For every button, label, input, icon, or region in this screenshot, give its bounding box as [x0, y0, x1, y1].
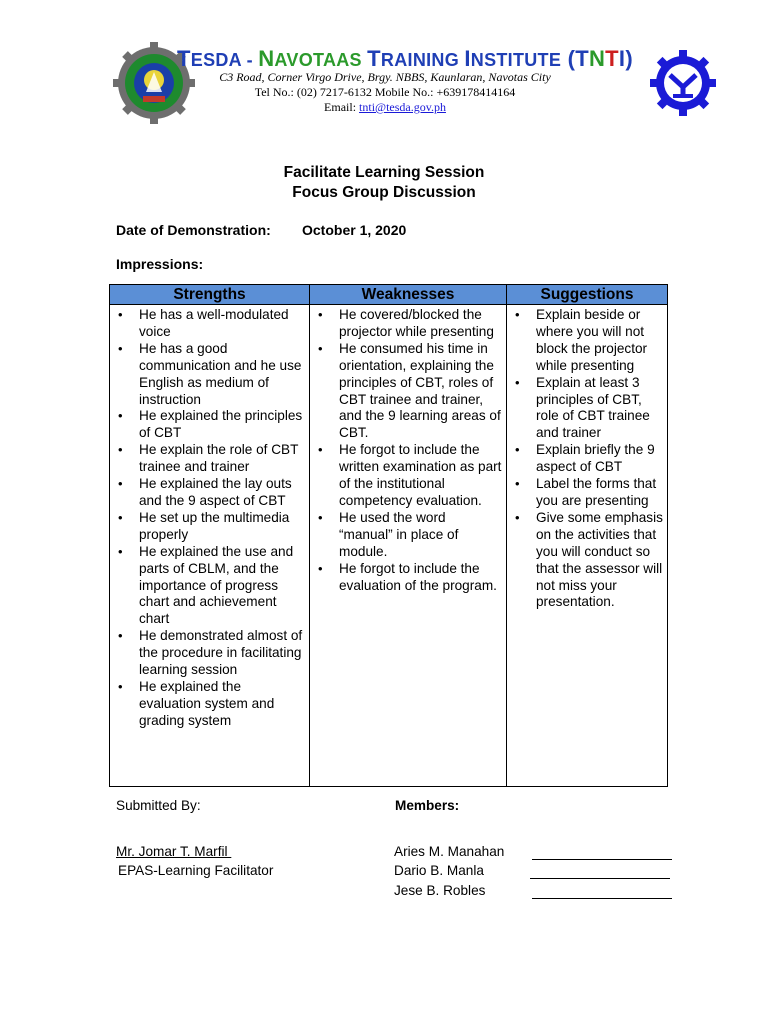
name-letter: T	[367, 46, 381, 71]
name-part: NSTITUTE	[470, 50, 562, 70]
name-part: )	[625, 46, 633, 71]
name-part: (	[561, 46, 576, 71]
contact-numbers: Tel No.: (02) 7217-6132 Mobile No.: +639178414164	[254, 85, 516, 99]
list-item: • Explain beside or where you will not block the projector while presenting	[536, 307, 663, 375]
name-letter: T	[605, 46, 619, 71]
list-item: • He explained the use and parts of CBLM, and the importance of progress chart and achievement chart	[139, 544, 305, 629]
name-part: RAINING	[380, 50, 460, 70]
header-weaknesses: Weaknesses	[310, 285, 507, 305]
document-title: Facilitate Learning Session	[283, 164, 485, 181]
signature-line	[532, 859, 672, 860]
member-name: Aries M. Manahan	[394, 844, 505, 859]
weaknesses-cell	[310, 305, 507, 787]
list-item: • Explain at least 3 principles of CBT, role of CBT trainee and trainer	[536, 375, 663, 443]
members-label: Members:	[395, 798, 460, 813]
list-item: • He has a good communication and he use English as medium of instruction	[139, 341, 305, 409]
signature-line	[530, 878, 670, 879]
institute-name	[170, 46, 640, 72]
facilitator-name: Mr. Jomar T. Marfil	[116, 844, 232, 859]
address: C3 Road, Corner Virgo Drive, Brgy. NBBS, Kaunlaran, Navotas City	[219, 70, 551, 84]
table-header-row	[110, 285, 668, 305]
header-suggestions: Suggestions	[507, 285, 668, 305]
signature-line	[532, 898, 672, 899]
list-item: • He used the word “manual” in place of module.	[339, 510, 502, 561]
list-item: • Give some emphasis on the activities that you will conduct so that the assessor will not miss your presentation.	[536, 510, 663, 611]
tesda-logo	[650, 50, 716, 116]
suggestions-cell	[507, 305, 668, 787]
name-letter: T	[177, 46, 191, 71]
list-item: • Label the forms that you are presenting	[536, 476, 663, 510]
name-part: AVOTAAS	[274, 50, 362, 70]
email-label: Email:	[324, 100, 360, 114]
date-label: Date of Demonstration:	[116, 222, 271, 238]
header-strengths: Strengths	[110, 285, 310, 305]
name-letter: T	[575, 46, 589, 71]
list-item: • He demonstrated almost of the procedure in facilitating learning session	[139, 628, 305, 679]
submitted-by-label: Submitted By:	[116, 798, 201, 813]
name-part: -	[241, 50, 259, 70]
list-item: • Explain briefly the 9 aspect of CBT	[536, 442, 663, 476]
list-item: • He set up the multimedia properly	[139, 510, 305, 544]
strengths-cell	[110, 305, 310, 787]
name-part: ESDA	[190, 50, 242, 70]
list-item: • He consumed his time in orientation, explaining the principles of CBT, roles of CBT trainee and trainer, and the 9 learning areas of CBT.	[339, 341, 502, 442]
list-item: • He explain the role of CBT trainee and trainer	[139, 442, 305, 476]
list-item: • He explained the lay outs and the 9 aspect of CBT	[139, 476, 305, 510]
list-item: • He forgot to include the evaluation of the program.	[339, 561, 502, 595]
list-item: • He explained the evaluation system and grading system	[139, 679, 305, 730]
member-name: Jese B. Robles	[394, 883, 486, 898]
facilitator-role: EPAS-Learning Facilitator	[118, 863, 274, 878]
list-item: • He covered/blocked the projector while presenting	[339, 307, 502, 341]
impressions-table	[109, 284, 668, 787]
list-item: • He has a well-modulated voice	[139, 307, 305, 341]
weaknesses-list	[314, 307, 502, 594]
suggestions-list	[511, 307, 663, 611]
table-row	[110, 305, 668, 787]
date-value: October 1, 2020	[302, 222, 407, 238]
name-letter: I	[464, 46, 471, 71]
email-link[interactable]: tnti@tesda.gov.ph	[359, 100, 446, 114]
name-letter: N	[258, 46, 275, 71]
member-name: Dario B. Manla	[394, 863, 484, 878]
name-letter: I	[618, 46, 626, 71]
email-line	[190, 100, 580, 115]
impressions-label: Impressions:	[116, 256, 204, 272]
name-letter: N	[588, 46, 606, 71]
list-item: • He forgot to include the written examination as part of the institutional competency evaluation.	[339, 442, 502, 510]
document-subtitle: Focus Group Discussion	[292, 184, 476, 201]
list-item: • He explained the principles of CBT	[139, 408, 305, 442]
strengths-list	[114, 307, 305, 730]
